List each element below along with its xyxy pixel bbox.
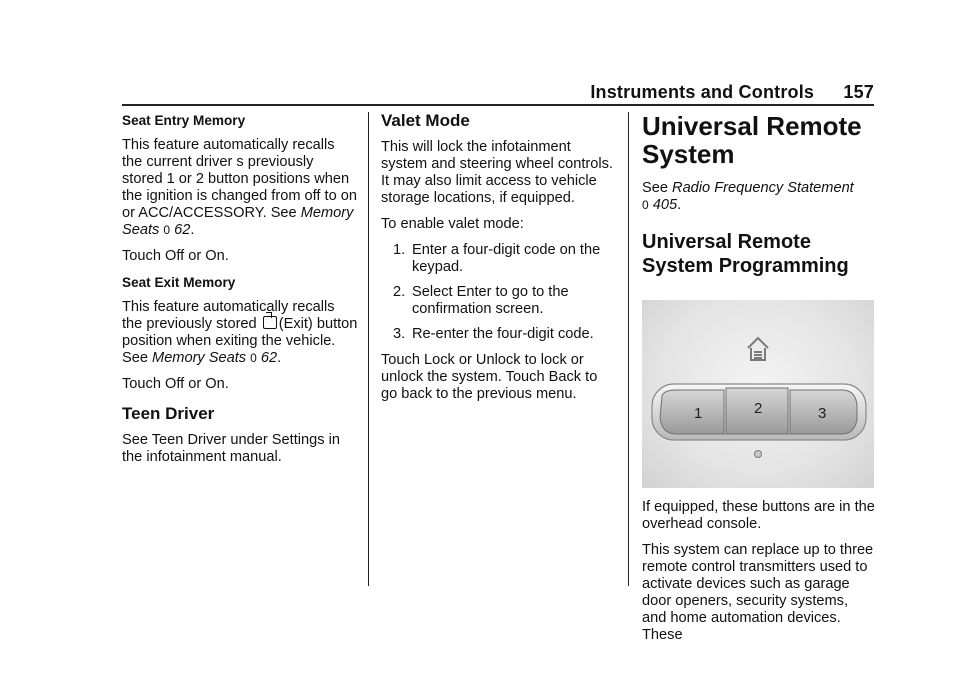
button-3[interactable] bbox=[790, 390, 857, 434]
page-ref-arrow-icon: 0 bbox=[250, 351, 257, 365]
universal-remote-system-heading: Universal Remote System bbox=[642, 111, 862, 169]
page-ref-arrow-icon: 0 bbox=[163, 223, 171, 237]
valet-enable-intro: To enable valet mode: bbox=[381, 216, 524, 232]
seat-exit-text-b: (Exit) button position when exiting the vehicle. See bbox=[122, 316, 358, 366]
button-2[interactable] bbox=[726, 388, 788, 434]
list-item bbox=[381, 242, 615, 276]
page-number: 157 bbox=[843, 82, 874, 102]
column-divider-1 bbox=[368, 112, 369, 586]
overhead-console-illustration bbox=[642, 300, 874, 488]
valet-lock-instructions: Touch Lock or Unlock to lock or unlock the system. Touch Back to go back to the previous menu. bbox=[381, 352, 598, 402]
svg-text:3: 3 bbox=[818, 405, 827, 422]
see-reference: See Radio Frequency Statement 0 405. bbox=[642, 180, 854, 213]
step-text: Select Enter to go to the confirmation screen. bbox=[412, 284, 569, 317]
svg-text:1: 1 bbox=[694, 405, 703, 422]
garage-door-icon bbox=[748, 338, 768, 360]
urs-body-2: This system can replace up to three remote control transmitters used to activate devices such as garage door openers, security systems, and home automation devices. These bbox=[642, 542, 874, 643]
urs-body-1: If equipped, these buttons are in the overhead console. bbox=[642, 499, 875, 532]
button-1[interactable] bbox=[660, 390, 724, 434]
seat-exit-touch: Touch Off or On. bbox=[122, 376, 229, 392]
seat-entry-memory-heading: Seat Entry Memory bbox=[122, 113, 246, 128]
header-rule bbox=[122, 104, 874, 106]
seat-exit-memory-body: This feature automatically recalls the previously stored (Exit) button position when exiting the vehicle. See Memory Seats 0 62. bbox=[122, 299, 358, 366]
memory-seats-link[interactable]: Memory Seats bbox=[122, 205, 354, 238]
page-header bbox=[590, 82, 874, 103]
list-item bbox=[381, 326, 615, 343]
led-indicator-icon bbox=[755, 451, 762, 458]
seat-entry-memory-body: This feature automatically recalls the current driver s previously stored 1 or 2 button positions when the ignition is changed from off to on or ACC/ACCESSORY. See Memory Seats 0 62. bbox=[122, 137, 358, 238]
section-title: Instruments and Controls bbox=[590, 82, 815, 102]
seat-exit-text-a: This feature automatically recalls the previously stored bbox=[122, 299, 335, 332]
seat-exit-memory-heading: Seat Exit Memory bbox=[122, 275, 236, 290]
step-number: 3. bbox=[393, 326, 406, 342]
valet-steps-list bbox=[381, 242, 615, 343]
page-ref-arrow-icon: 0 bbox=[642, 198, 649, 212]
step-number: 2. bbox=[393, 284, 406, 300]
programming-heading: Universal Remote System Programming bbox=[642, 231, 849, 277]
memory-seats-link-2[interactable]: Memory Seats bbox=[152, 350, 247, 366]
step-text: Re-enter the four-digit code. bbox=[412, 326, 594, 342]
memory-seats-page-2[interactable]: 62 bbox=[260, 350, 278, 366]
column-2 bbox=[381, 112, 615, 412]
column-3 bbox=[642, 112, 876, 653]
valet-mode-heading: Valet Mode bbox=[381, 111, 470, 130]
step-number: 1. bbox=[393, 242, 406, 258]
radio-frequency-page[interactable]: 405 bbox=[652, 197, 678, 213]
memory-seats-page[interactable]: 62 bbox=[174, 222, 191, 238]
radio-frequency-statement-link[interactable]: Radio Frequency Statement bbox=[672, 180, 854, 196]
seat-entry-text: This feature automatically recalls the current driver s previously stored 1 or 2 button positions when the ignition is changed from off to on or ACC/ACCESSORY. See bbox=[122, 137, 358, 221]
column-divider-2 bbox=[628, 112, 629, 586]
teen-driver-body: See Teen Driver under Settings in the infotainment manual. bbox=[122, 432, 340, 465]
exit-button-icon bbox=[263, 316, 277, 329]
see-word: See bbox=[642, 180, 673, 196]
overhead-console-figure bbox=[642, 300, 874, 488]
seat-entry-touch: Touch Off or On. bbox=[122, 248, 229, 264]
list-item bbox=[381, 284, 615, 318]
step-text: Enter a four-digit code on the keypad. bbox=[412, 242, 601, 275]
column-1 bbox=[122, 112, 358, 475]
svg-text:2: 2 bbox=[754, 400, 763, 417]
teen-driver-heading: Teen Driver bbox=[122, 404, 215, 423]
valet-mode-body: This will lock the infotainment system and steering wheel controls. It may also limit access to vehicle storage locations, if equipped. bbox=[381, 139, 613, 206]
